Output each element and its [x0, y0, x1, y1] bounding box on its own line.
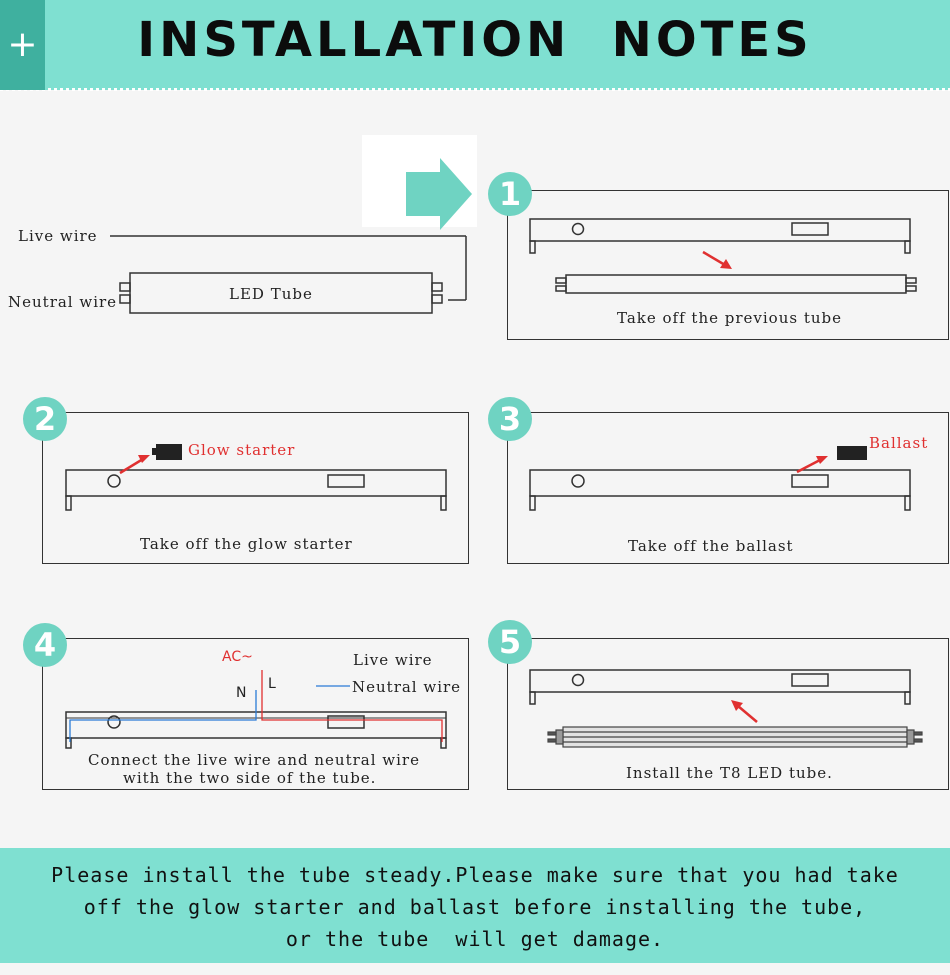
- step3-number-badge: 3: [488, 397, 532, 441]
- plus-icon[interactable]: +: [0, 0, 45, 90]
- step4-number-badge: 4: [23, 623, 67, 667]
- intro-live-wire-label: Live wire: [18, 227, 98, 245]
- step3-caption: Take off the ballast: [628, 537, 794, 555]
- step4-caption-line2: with the two side of the tube.: [123, 769, 377, 787]
- footer-note-line3: or the tube will get damage.: [285, 927, 665, 951]
- step4-caption-line1: Connect the live wire and neutral wire: [88, 751, 420, 769]
- footer-note-line2: off the glow starter and ballast before installing the tube,: [83, 895, 867, 919]
- step2-number-badge: 2: [23, 397, 67, 441]
- step4-live-wire-label: Live wire: [353, 651, 433, 669]
- footer-note-line1: Please install the tube steady.Please make sure that you had take: [51, 863, 899, 887]
- step4-neutral-wire-label: Neutral wire: [352, 678, 462, 696]
- glow-starter-callout: Glow starter: [188, 441, 296, 459]
- step5-caption: Install the T8 LED tube.: [626, 764, 833, 782]
- footer-banner: [0, 848, 950, 963]
- step1-number-badge: 1: [488, 172, 532, 216]
- l-label: L: [268, 676, 276, 692]
- intro-neutral-wire-label: Neutral wire: [8, 293, 118, 311]
- page-title: INSTALLATION NOTES: [137, 12, 813, 68]
- ac-label: AC~: [222, 649, 253, 665]
- step1-caption: Take off the previous tube: [617, 309, 842, 327]
- step2-caption: Take off the glow starter: [140, 535, 353, 553]
- ballast-callout: Ballast: [869, 434, 929, 452]
- n-label: N: [236, 685, 247, 701]
- step5-number-badge: 5: [488, 620, 532, 664]
- led-tube-label: LED Tube: [229, 285, 313, 303]
